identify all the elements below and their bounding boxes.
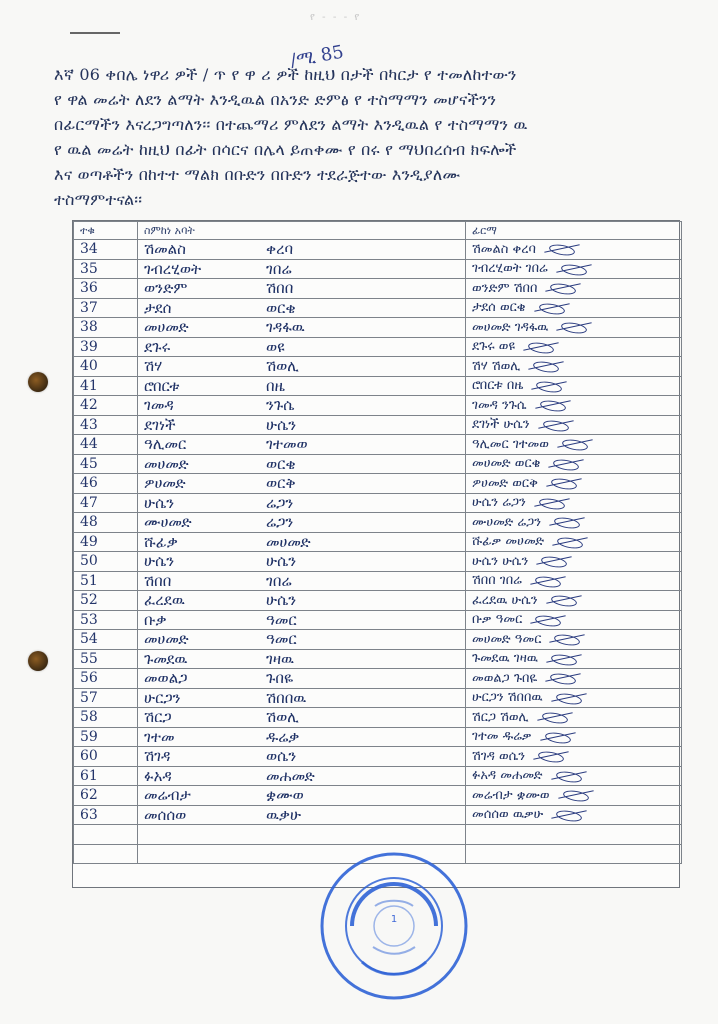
row-signature [466,474,682,494]
row-number: 57 [74,688,138,708]
row-signature [466,298,682,318]
row-name [138,279,466,299]
signature-text: ዎሀመድ ወርቅ [472,475,538,491]
agreement-line-1: እኛ 06 ቀበሌ ነዋሪ ዎች / ጥ የ ዋ ሪ ዎች ከዚህ በታች በካርታ የ ተመለከተውን [54,65,517,84]
table-row [74,396,682,416]
signature-text: ፉአዳ መሐመድ [472,768,543,784]
agreement-text [54,62,694,212]
father-name: ወርቄ [266,298,296,317]
first-name: መሬብታ [144,786,191,805]
first-name: ሙሀመድ [144,513,192,532]
father-name: ንጉሴ [266,396,295,415]
row-name [138,786,466,806]
table-row [74,708,682,728]
table-header-row [74,222,682,240]
father-name: ወሴን [266,747,297,766]
row-number: 54 [74,630,138,650]
row-number [74,825,138,845]
first-name: ሽበበ [144,571,172,590]
father-name: ገተመወ [266,435,308,454]
signature-scribble [531,380,567,392]
signature-scribble [533,750,569,762]
signature-scribble [556,321,592,333]
row-name [138,825,466,845]
father-name: ሽወሊ [266,357,299,376]
signature-text: መወልጋ ጉበዬ [472,670,538,686]
table-row [74,727,682,747]
table-body [74,240,682,864]
row-name [138,435,466,455]
row-name [138,708,466,728]
signature-text: መሬብታ ቋሙወ [472,787,550,803]
row-name [138,630,466,650]
father-name: ሽበበዉ [266,688,307,707]
row-signature [466,805,682,825]
row-name [138,649,466,669]
row-number: 40 [74,357,138,377]
signature-text: መሀመድ ዓመር [472,631,542,647]
signature-text: ጉመደዉ ገዛዉ [472,651,539,667]
stamp-graphic [314,846,474,1006]
signature-text: መሀመድ ገዳፋዉ [472,319,549,335]
signature-text: ሹፊቃ መሀመድ [472,534,545,550]
first-name: ደጉሩ [144,337,171,356]
signature-text: መሰሰወ ዉቃሁ [472,807,544,823]
row-name [138,669,466,689]
signature-scribble [534,497,570,509]
signature-scribble [544,243,580,255]
row-signature [466,844,682,864]
father-name: መሐመድ [266,766,315,785]
signature-scribble [549,633,585,645]
row-number: 42 [74,396,138,416]
table-row [74,630,682,650]
signature-scribble [534,302,570,314]
row-signature [466,513,682,533]
table-row [74,279,682,299]
signature-scribble [558,789,594,801]
top-faint-mark: የ ‐ ‐ ‐ የ [310,12,362,23]
signature-text: ገብረሂወት ገበሬ [472,261,548,277]
row-signature [466,786,682,806]
father-name: መሀመድ [266,532,311,551]
signature-text: ታደሰ ወርቄ [472,300,526,316]
first-name: ሽሃ [144,357,163,376]
father-name: ወዩ [266,337,285,356]
row-number: 60 [74,747,138,767]
first-name: መወልጋ [144,669,188,688]
first-name: ቡቃ [144,610,167,629]
row-name [138,747,466,767]
table-row [74,552,682,572]
signature-text: ቡቃ ዓመር [472,612,523,628]
row-signature [466,727,682,747]
father-name: ሁሴን [266,591,297,610]
first-name: ሽገዳ [144,747,171,766]
row-number: 38 [74,318,138,338]
signature-scribble [530,614,566,626]
row-name [138,727,466,747]
row-number: 46 [74,474,138,494]
row-name [138,513,466,533]
signature-scribble [556,263,592,275]
signature-scribble [546,477,582,489]
row-name [138,357,466,377]
table-head [74,222,682,240]
first-name: ዎሀመድ [144,474,186,493]
agreement-line-2: የ ዋል መሬት ለደን ልማት እንዲዉል በአንድ ድምፅ የ ተስማማን መሆናችንን [54,90,497,109]
row-name [138,298,466,318]
agreement-line-4: የ ዉል መሬት ከዚህ በፊት በሳርና በሌላ ይጠቀሙ የ በሩ የ ማህበረሰብ ክፍሎች [54,140,517,159]
first-name: መሀመድ [144,318,189,337]
father-name: ጉበዬ [266,669,294,688]
signature-scribble [545,282,581,294]
row-name [138,318,466,338]
signature-scribble [546,594,582,606]
father-name: ሽበበ [266,279,294,298]
row-signature [466,532,682,552]
row-signature [466,571,682,591]
signature-text: ደጉሩ ወዩ [472,339,515,355]
row-number: 35 [74,259,138,279]
first-name: ሽመልስ [144,240,186,259]
row-signature [466,649,682,669]
father-name: ሽወሊ [266,708,299,727]
table-row [74,591,682,611]
row-number: 63 [74,805,138,825]
row-number: 62 [74,786,138,806]
signature-text: ደገነች ሁሴን [472,417,530,433]
row-signature [466,708,682,728]
signature-scribble [523,341,559,353]
row-name [138,396,466,416]
row-number: 55 [74,649,138,669]
row-signature [466,357,682,377]
table-row [74,825,682,845]
row-number: 41 [74,376,138,396]
signature-scribble [538,419,574,431]
table-row [74,513,682,533]
row-signature [466,493,682,513]
row-signature [466,552,682,572]
father-name: ገበሬ [266,259,292,278]
header-number: ተቁ [74,222,138,240]
signature-text: ገመዳ ንጉሴ [472,397,527,413]
father-name: ሁሴን [266,552,297,571]
first-name: ወንድም [144,279,188,298]
first-name: መሀመድ [144,630,189,649]
father-name: ሬጋን [266,493,294,512]
row-name [138,532,466,552]
signature-scribble [552,536,588,548]
table-row [74,532,682,552]
first-name: ዓሊመር [144,435,187,454]
row-signature [466,766,682,786]
signature-scribble [537,711,573,723]
header-name: ስምከነ አባት [138,222,466,240]
row-number: 36 [74,279,138,299]
first-name: ፈረደዉ [144,591,185,610]
signature-grid [73,221,682,864]
row-name [138,337,466,357]
signature-scribble [549,516,585,528]
first-name: ፉአዳ [144,766,172,785]
table-row [74,669,682,689]
row-number: 52 [74,591,138,611]
row-name [138,766,466,786]
first-name: ሁሴን [144,552,175,571]
row-name [138,454,466,474]
row-signature [466,240,682,260]
table-row [74,454,682,474]
first-name: ታደሰ [144,298,172,317]
table-row [74,610,682,630]
table-row [74,571,682,591]
signature-scribble [545,672,581,684]
signature-text: ሽገዳ ወሴን [472,748,526,764]
signature-text: ገተመ ዱሬቃ [472,729,532,745]
table-row [74,435,682,455]
row-signature [466,337,682,357]
father-name: በዜ [266,376,285,395]
table-row [74,474,682,494]
table-row [74,766,682,786]
row-number: 45 [74,454,138,474]
row-number: 50 [74,552,138,572]
header-signature: ፊርማ [466,222,682,240]
row-name [138,259,466,279]
row-signature [466,396,682,416]
signature-text: ሮበርቱ በዜ [472,378,524,394]
first-name: ሮበርቱ [144,376,180,395]
table-row [74,649,682,669]
father-name: ቀረባ [266,240,294,259]
row-signature [466,454,682,474]
table-row [74,805,682,825]
father-name: ገዳፋዉ [266,318,305,337]
row-number: 59 [74,727,138,747]
signature-text: ሁርጋን ሽበበዉ [472,690,543,706]
row-signature [466,825,682,845]
first-name: መሰሰወ [144,805,187,824]
father-name: ወርቄ [266,454,296,473]
row-signature [466,415,682,435]
signature-text: ሽሃ ሽወሊ [472,358,521,374]
agreement-line-6: ተስማምተናል፡፡ [54,190,143,209]
table-row [74,337,682,357]
signature-text: ሁሴን ሁሴን [472,553,529,569]
signature-scribble [548,458,584,470]
row-name [138,552,466,572]
first-name: ደገነች [144,415,176,434]
row-number: 34 [74,240,138,260]
row-number: 56 [74,669,138,689]
table-row [74,318,682,338]
father-name: ወርቅ [266,474,296,493]
table-row [74,357,682,377]
row-number: 47 [74,493,138,513]
row-name [138,474,466,494]
first-name: ገመዳ [144,396,174,415]
stamp-center-mark: 1 [390,914,398,925]
row-number: 58 [74,708,138,728]
signature-text: ሙሀመድ ሬጋን [472,514,542,530]
row-signature [466,279,682,299]
row-number: 51 [74,571,138,591]
row-signature [466,688,682,708]
row-name [138,571,466,591]
first-name: ገተመ [144,727,175,746]
row-signature [466,376,682,396]
row-number: 43 [74,415,138,435]
signature-scribble [540,731,576,743]
first-name: ገብረሂወት [144,259,202,278]
row-name [138,688,466,708]
row-signature [466,318,682,338]
signature-text: ወንድም ሽበበ [472,280,538,296]
row-number: 53 [74,610,138,630]
father-name: ሁሴን [266,415,297,434]
signature-text: ሽበበ ገበሬ [472,573,522,589]
father-name: ሬጋን [266,513,294,532]
table-row [74,786,682,806]
signature-scribble [546,653,582,665]
signature-scribble [551,809,587,821]
row-number: 61 [74,766,138,786]
first-name: ሹፊቃ [144,532,178,551]
table-row [74,298,682,318]
table-row [74,240,682,260]
father-name: ዱሬቃ [266,727,300,746]
table-row [74,493,682,513]
row-signature [466,435,682,455]
signature-text: ሽመልስ ቀረባ [472,241,536,257]
father-name: ገበሬ [266,571,292,590]
first-name: ሁርጋን [144,688,181,707]
table-row [74,688,682,708]
row-number: 44 [74,435,138,455]
punch-hole-bottom [28,651,48,671]
first-name: መሀመድ [144,454,189,473]
first-name: ሁሴን [144,493,175,512]
row-name [138,415,466,435]
table-row [74,415,682,435]
signature-scribble [535,399,571,411]
first-name: ሽርጋ [144,708,172,727]
top-mark [70,32,120,34]
table-row [74,259,682,279]
signature-scribble [551,692,587,704]
signature-scribble [530,575,566,587]
row-signature [466,259,682,279]
row-signature [466,630,682,650]
signature-text: ሽርጋ ሽወሊ [472,709,529,725]
father-name: ቋሙወ [266,786,304,805]
signature-text: ዓሊመር ገተመወ [472,436,549,452]
father-name: ዓመር [266,610,297,629]
table-row [74,376,682,396]
row-name [138,610,466,630]
row-name [138,591,466,611]
row-name [138,805,466,825]
table-row [74,747,682,767]
row-signature [466,591,682,611]
signature-text: መሀመድ ወርቄ [472,456,541,472]
row-name [138,376,466,396]
father-name: ዓመር [266,630,297,649]
signature-scribble [528,360,564,372]
row-number [74,844,138,864]
row-number: 49 [74,532,138,552]
signature-scribble [551,770,587,782]
row-number: 39 [74,337,138,357]
row-name [138,493,466,513]
father-name: ዉቃሁ [266,805,302,824]
signature-scribble [557,438,593,450]
official-stamp [314,846,474,1006]
father-name: ገዛዉ [266,649,295,668]
handwritten-note: /ሚ 85 [288,41,346,72]
row-number: 37 [74,298,138,318]
agreement-line-5: እና ወጣቶችን በከተተ ማልክ በቡድን በቡድን ተደራጅተው እንዲያለሙ [54,165,461,184]
signature-table [72,220,680,888]
agreement-line-3: በፊርማችን እናረጋግጣለን፡፡ በተጨማሪ ምለደን ልማት እንዲዉል የ ተስማማን ዉ [54,115,528,134]
row-name [138,240,466,260]
first-name: ጉመደዉ [144,649,188,668]
signature-text: ሁሴን ሬጋን [472,495,526,511]
row-number: 48 [74,513,138,533]
signature-text: ፈረደዉ ሁሴን [472,592,538,608]
row-signature [466,669,682,689]
row-signature [466,747,682,767]
punch-hole-top [28,372,48,392]
row-signature [466,610,682,630]
signature-scribble [536,555,572,567]
